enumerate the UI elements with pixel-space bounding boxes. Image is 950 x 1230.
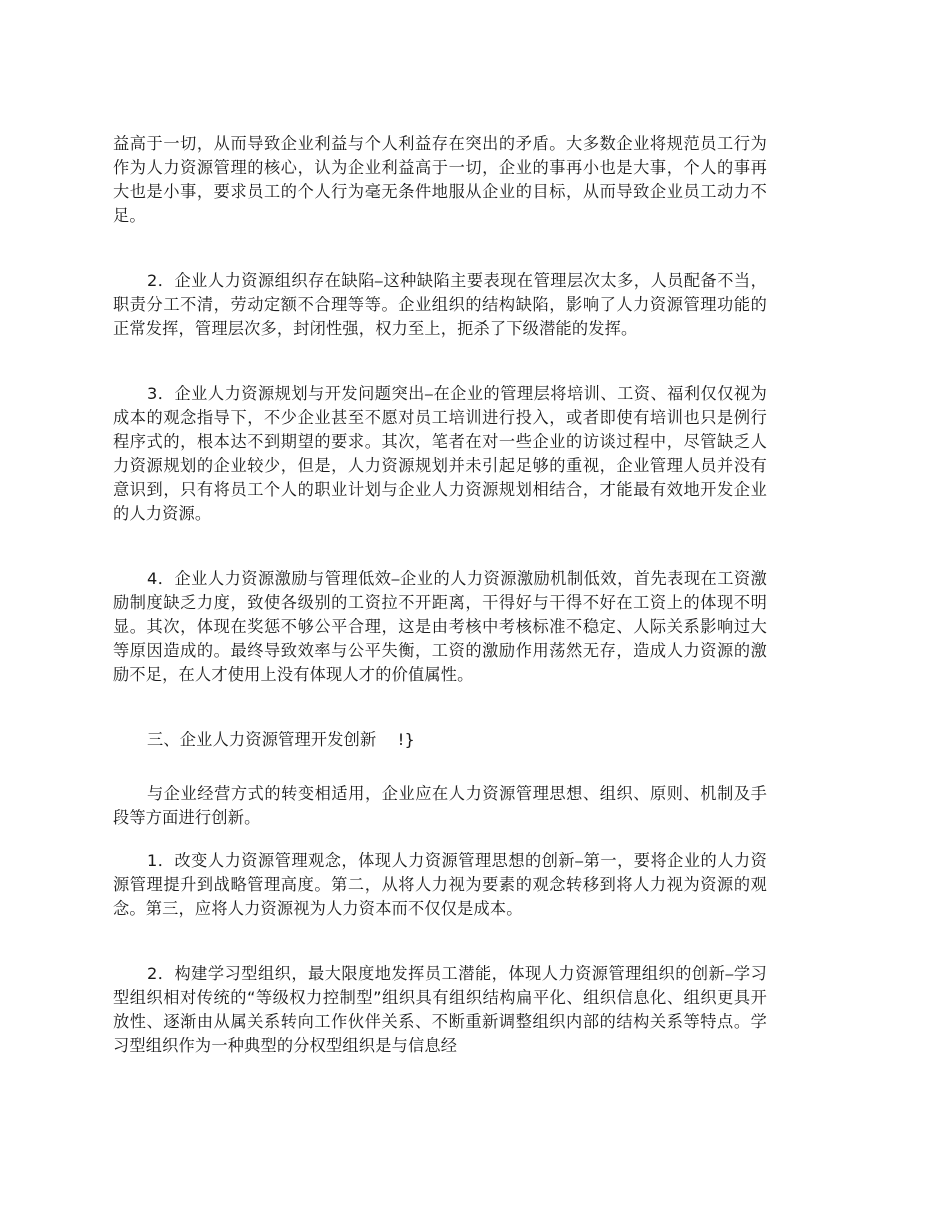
paragraph-incentive-management: 4．企业人力资源激励与管理低效⎯企业的人力资源激励机制低效，首先表现在工资激励制度缺乏力度，致使各级别的工资拉不开距离，干得好与干得不好在工资上的体现不明显。其次，体现在奖惩不够公平合理，这是由考核中考核标准不稳定、人际关系影响过大等原因造成的。最终导致效率与公平失衡，工资的激励作用荡然无存，造成人力资源的激励不足，在人才使用上没有体现人才的价值属性。: [113, 569, 767, 684]
paragraph-learning-organization: 2．构建学习型组织，最大限度地发挥员工潜能，体现人力资源管理组织的创新⎯学习型组织相对传统的“等级权力控制型”组织具有组织结构扁平化、组织信息化、组织更具开放性、逐渐由从属关系转向工作伙伴关系、不断重新调整组织内部的结构关系等特点。学习型组织作为一种典型的分权型组织是与信息经: [113, 964, 767, 1055]
paragraph-section-intro: 与企业经营方式的转变相适用，企业应在人力资源管理思想、组织、原则、机制及手段等方面进行创新。: [113, 784, 767, 827]
paragraph-planning-development: 3．企业人力资源规划与开发问题突出⎯在企业的管理层将培训、工资、福利仅仅视为成本的观念指导下，不少企业甚至不愿对员工培训进行投入，或者即使有培训也只是例行程序式的，根本达不到期望的要求。其次，笔者在对一些企业的访谈过程中，尽管缺乏人力资源规划的企业较少，但是，人力资源规划并未引起足够的重视，企业管理人员并没有意识到，只有将员工个人的职业计划与企业人力资源规划相结合，才能最有效地开发企业的人力资源。: [113, 384, 767, 523]
paragraph-continuation: 益高于一切，从而导致企业利益与个人利益存在突出的矛盾。大多数企业将规范员工行为作为人力资源管理的核心，认为企业利益高于一切，企业的事再小也是大事，个人的事再大也是小事，要求员工的个人行为毫无条件地服从企业的目标，从而导致企业员工动力不足。: [113, 134, 767, 225]
document-page: [113, 132, 767, 1058]
paragraph-concept-innovation: 1．改变人力资源管理观念，体现人力资源管理思想的创新⎯第一，要将企业的人力资源管理提升到战略管理高度。第二，从将人力视为要素的观念转移到将人力视为资源的观念。第三，应将人力资源视为人力资本而不仅仅是成本。: [113, 851, 767, 918]
paragraph-organization-defects: 2．企业人力资源组织存在缺陷⎯这种缺陷主要表现在管理层次太多，人员配备不当，职责分工不清，劳动定额不合理等等。企业组织的结构缺陷，影响了人力资源管理功能的正常发挥，管理层次多，封闭性强，权力至上，扼杀了下级潜能的发挥。: [113, 271, 767, 338]
section-heading: 三、企业人力资源管理开发创新 !}: [147, 730, 415, 749]
